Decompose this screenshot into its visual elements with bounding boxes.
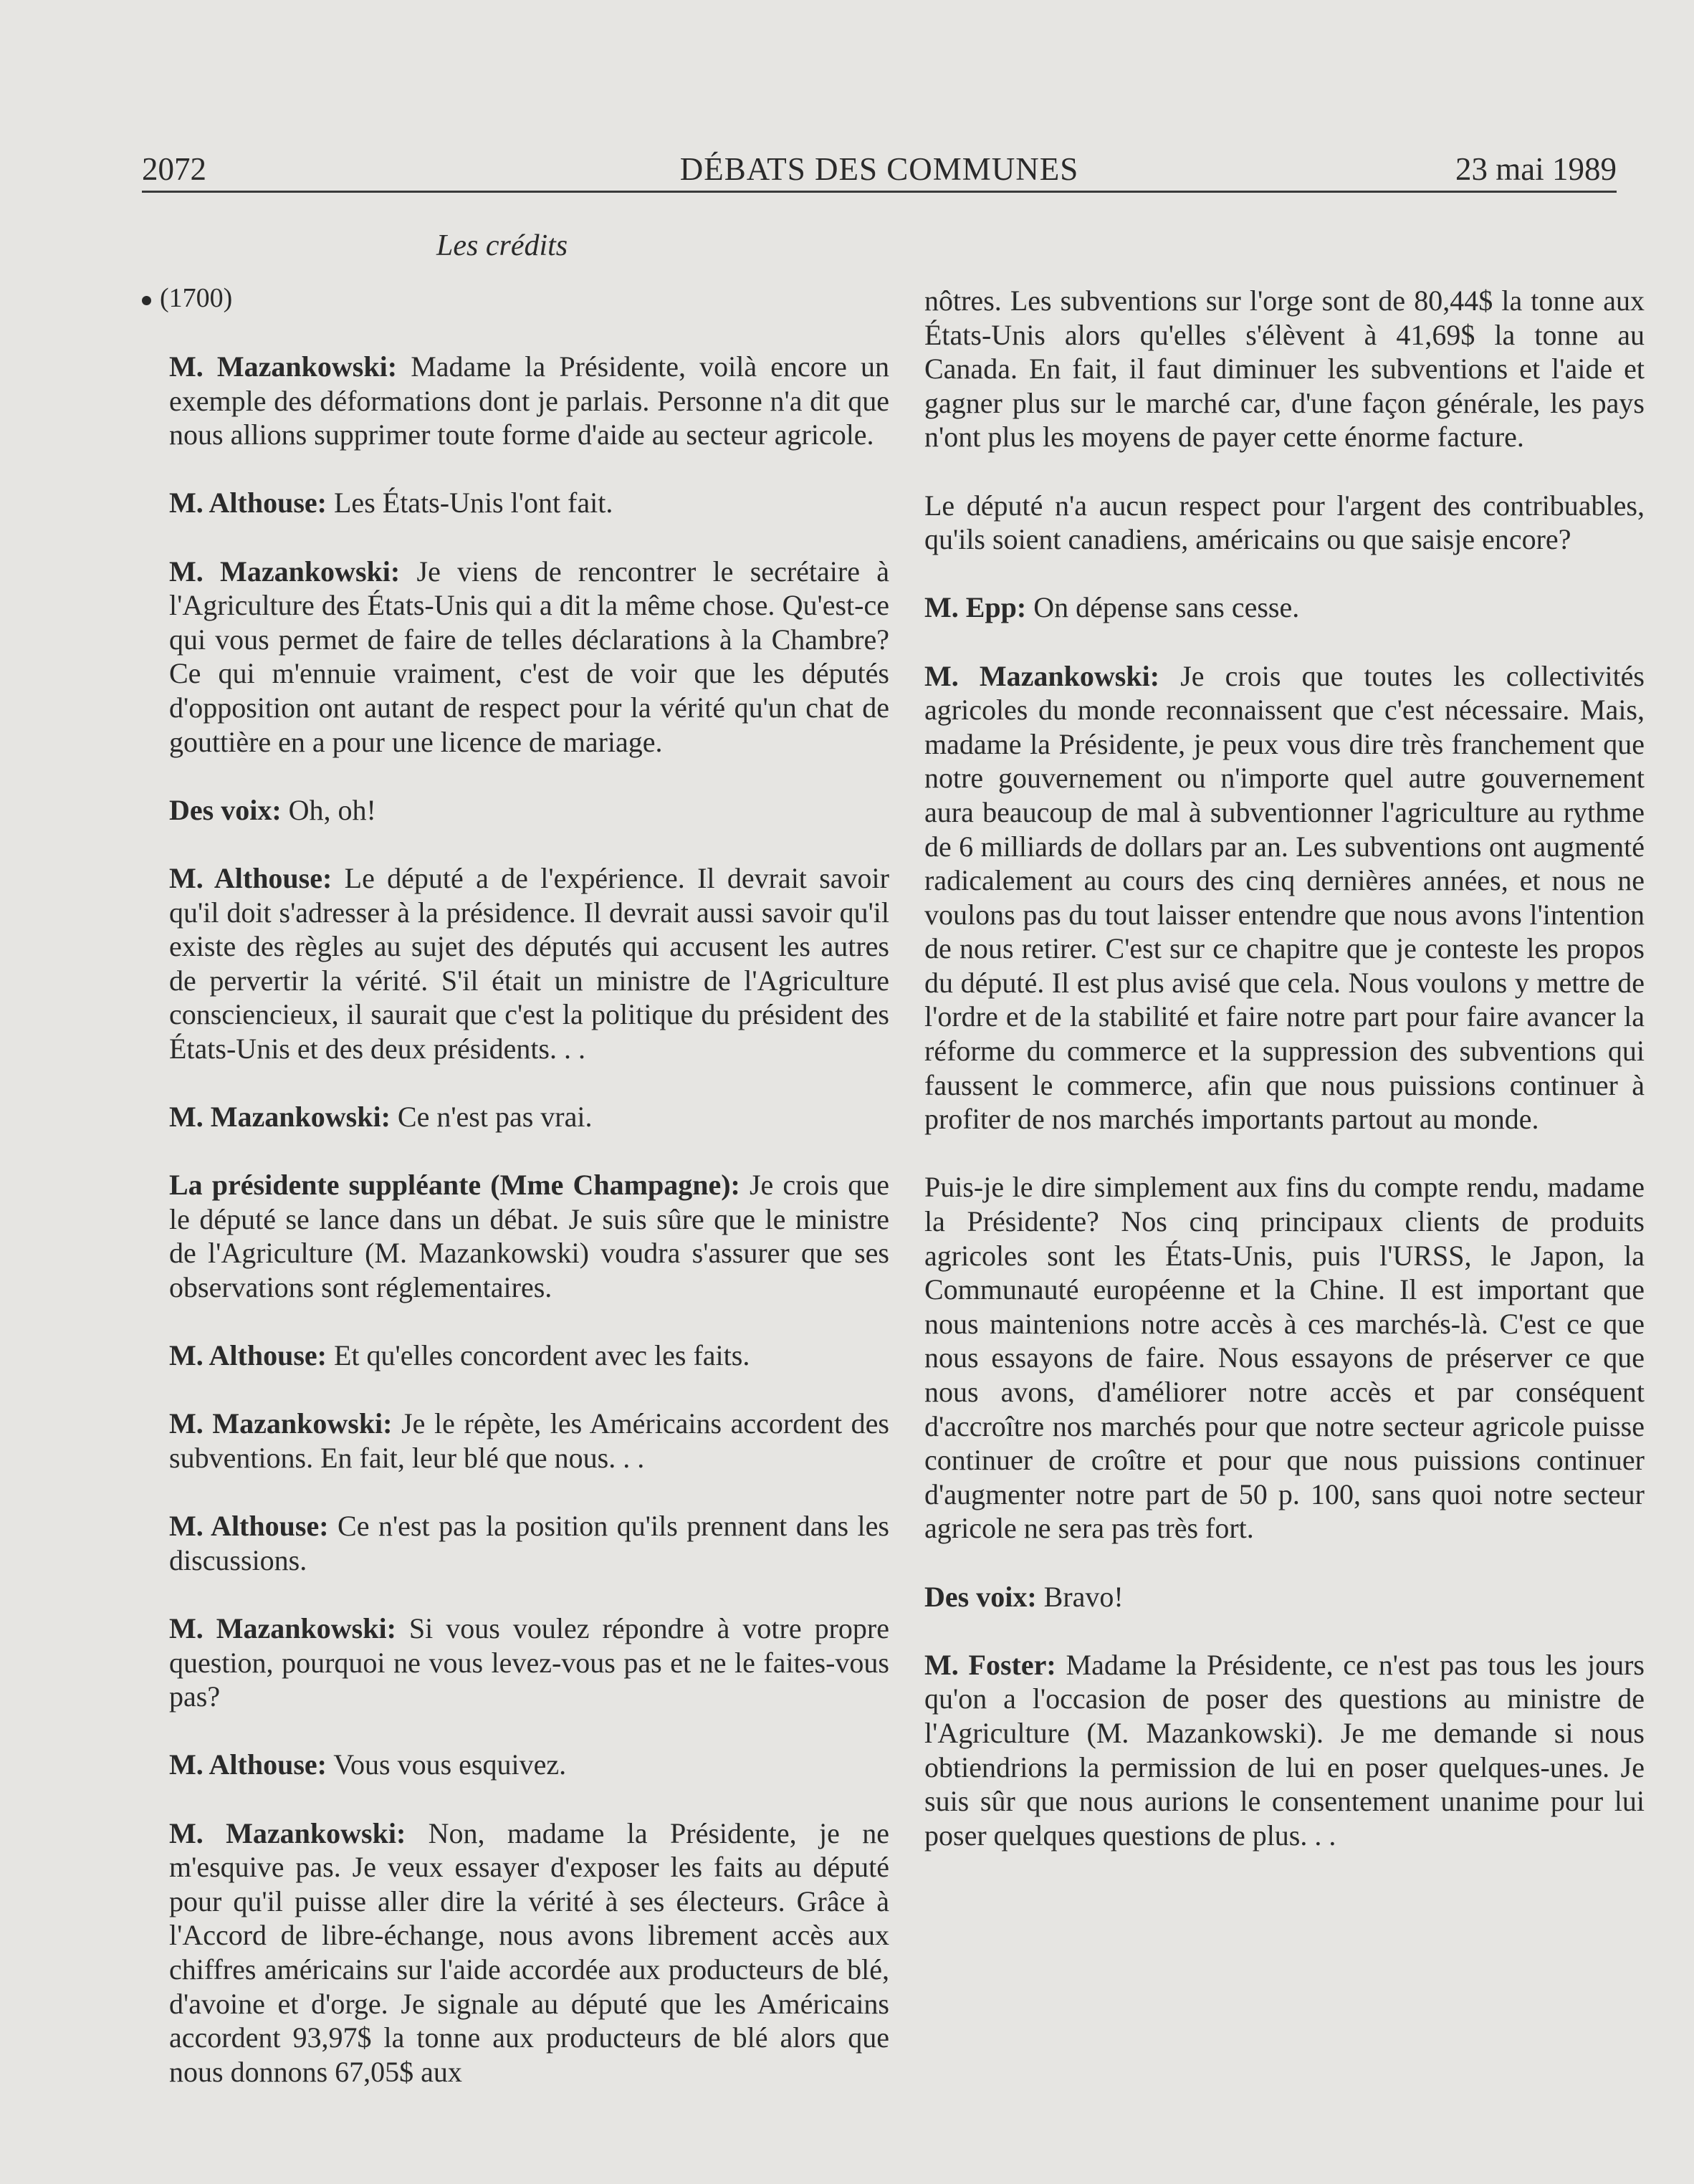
speaker-name: M. Althouse: — [169, 861, 332, 894]
paragraph-text: Oh, oh! — [281, 793, 376, 826]
paragraph — [169, 1748, 889, 1782]
publication-title: DÉBATS DES COMMUNES — [679, 151, 1079, 187]
paragraph — [169, 1168, 889, 1304]
section-title: Les crédits — [436, 229, 568, 262]
paragraph-text: Les États-Unis l'ont fait. — [327, 487, 613, 519]
speaker-name: M. Epp: — [924, 591, 1027, 624]
speaker-name: Des voix: — [169, 793, 282, 826]
paragraph-text: Ce n'est pas la position qu'ils prennent dans les discussions. — [169, 1510, 889, 1576]
right-column — [924, 284, 1645, 1887]
speaker-name: M. Mazankowski: — [169, 1101, 391, 1134]
paragraph-text: Je viens de rencontrer le secrétaire à l'Agriculture des États-Unis qui a dit la même chose. Qu'est-ce qui vous permet de faire de telles déclarations à la Chambre? Ce qui m'ennuie vraiment, c'est de voir que les députés d'opposition ont autant de respect pour la vérité qu'un chat de gouttière en a pour une licence de mariage. — [169, 555, 890, 758]
paragraph — [169, 1100, 889, 1134]
paragraph-text: Le député n'a aucun respect pour l'argent des contribuables, qu'ils soient canadiens, américains ou que saisje encore? — [924, 489, 1645, 556]
speaker-name: M. Mazankowski: — [169, 1611, 396, 1644]
paragraph — [169, 1338, 889, 1373]
paragraph-text: Madame la Présidente, ce n'est pas tous les jours qu'on a l'occasion de poser des questions au ministre de l'Agriculture (M. Mazankowski). Je me demande si nous obtiendrions la permission de lui en poser quelques-unes. Je suis sûr que nous aurions le consentement unanime pour lui poser quelques questions de plus. . . — [924, 1648, 1645, 1852]
paragraph — [169, 1816, 889, 2089]
paragraph-text: Je le répète, les Américains accordent des subventions. En fait, leur blé que nous. . . — [169, 1407, 889, 1474]
paragraph-text: Si vous voulez répondre à votre propre question, pourquoi ne vous levez-vous pas et ne le faites-vous pas? — [169, 1611, 890, 1713]
paragraph — [169, 555, 889, 760]
speaker-name: M. Mazankowski: — [924, 659, 1160, 692]
speaker-name: Des voix: — [924, 1580, 1037, 1613]
paragraph-text: Le député a de l'expérience. Il devrait savoir qu'il doit s'adresser à la présidence. Il devrait aussi savoir qu'il existe des règles au sujet des députés qui accusent les autres de pervertir la vérité. S'il était un ministre de l'Agriculture consciencieux, il saurait que c'est la politique du président des États-Unis et des deux présidents. . . — [169, 861, 889, 1065]
header-rule — [142, 191, 1617, 193]
paragraph — [924, 590, 1645, 625]
paragraph-text: Madame la Présidente, voilà encore un exemple des déformations dont je parlais. Personne n'a dit que nous allions supprimer toute forme d'aide au secteur agricole. — [169, 350, 889, 451]
paragraph-text: Puis-je le dire simplement aux fins du compte rendu, madame la Présidente? Nos cinq principaux clients de produits agricoles sont les États-Unis, puis l'URSS, le Japon, la Communauté européenne et la Chine. Il est important que nous maintenions notre accès à ces marchés-là. C'est ce que nous essayons de faire. Nous essayons de préserver ce que nous avons, d'améliorer notre accès et par conséquent d'accroître nos marchés pour que notre secteur agricole puisse continuer de croître et pour que nous puissions continuer d'augmenter notre part de 50 p. 100, sans quoi notre secteur agricole ne sera pas très fort. — [924, 1171, 1645, 1545]
speaker-name: M. Mazankowski: — [169, 1407, 393, 1440]
paragraph-text: Vous vous esquivez. — [327, 1748, 567, 1781]
speaker-name: M. Althouse: — [169, 487, 327, 519]
paragraph-text: Bravo! — [1036, 1580, 1124, 1613]
timestamp — [142, 281, 232, 315]
paragraph — [924, 489, 1645, 557]
paragraph — [169, 793, 889, 828]
paragraph — [924, 1580, 1645, 1614]
paragraph-text: Ce n'est pas vrai. — [390, 1101, 593, 1134]
paragraph — [169, 486, 889, 520]
speaker-name: M. Althouse: — [169, 1748, 327, 1781]
page-header — [142, 147, 1617, 191]
speaker-name: M. Foster: — [924, 1648, 1056, 1681]
speaker-name: M. Althouse: — [169, 1510, 329, 1543]
paragraph — [924, 284, 1645, 454]
speaker-name: M. Mazankowski: — [169, 555, 401, 588]
paragraph-text: Je crois que le député se lance dans un débat. Je suis sûre que le ministre de l'Agriculture (M. Mazankowski) voudra s'assurer que ses observations sont réglementaires. — [169, 1169, 889, 1304]
page-number: 2072 — [142, 151, 206, 187]
paragraph — [169, 1509, 889, 1577]
paragraph — [169, 1611, 889, 1714]
paragraph-text: Non, madame la Présidente, je ne m'esquive pas. Je veux essayer d'exposer les faits au député pour qu'il puisse aller dire la vérité à ses électeurs. Grâce à l'Accord de libre-échange, nous avons librement accès aux chiffres américains sur l'aide accordée aux producteurs de blé, d'avoine et d'orge. Je signale au député que les Américains accordent 93,97$ la tonne aux producteurs de blé alors que nous donnons 67,05$ aux — [169, 1816, 889, 2088]
bullet-icon — [142, 296, 151, 305]
paragraph — [169, 1407, 889, 1475]
paragraph-text: nôtres. Les subventions sur l'orge sont de 80,44$ la tonne aux États-Unis alors qu'elles s'élèvent à 41,69$ la tonne au Canada. En fait, il faut diminuer les subventions et l'aide et gagner plus sur le marché car, d'une façon générale, les pays n'ont plus les moyens de payer cette énorme facture. — [924, 284, 1645, 454]
speaker-name: M. Mazankowski: — [169, 1816, 406, 1849]
paragraph — [924, 1170, 1645, 1546]
paragraph — [169, 350, 889, 452]
paragraph-text: Et qu'elles concordent avec les faits. — [327, 1339, 750, 1372]
paragraph — [924, 659, 1645, 1136]
speaker-name: M. Mazankowski: — [169, 350, 398, 383]
timestamp-text: (1700) — [160, 283, 233, 313]
paragraph — [924, 1648, 1645, 1853]
paragraph — [169, 861, 889, 1066]
paragraph-text: Je crois que toutes les collectivités agricoles du monde reconnaissent que c'est nécessaire. Mais, madame la Présidente, je peux vous dire très franchement que notre gouvernement ou n'importe quel autre gouvernement aura beaucoup de mal à subventionner l'agriculture au rythme de 6 milliards de dollars par an. Les subventions ont augmenté radicalement au cours des cinq dernières années, et nous ne voulons pas du tout laisser entendre que nous avons l'intention de nous retirer. C'est sur ce chapitre que je conteste les propos du député. Il est plus avisé que cela. Nous voulons y mettre de l'ordre et de la stabilité et faire notre part pour faire avancer la réforme du commerce et la suppression des subventions qui faussent le commerce, afin que nous puissions continuer à profiter de nos marchés importants partout au monde. — [924, 659, 1645, 1136]
paragraph-text: On dépense sans cesse. — [1026, 591, 1300, 624]
publication-date: 23 mai 1989 — [1455, 151, 1617, 187]
left-column — [169, 350, 889, 2123]
speaker-name: La présidente suppléante (Mme Champagne): — [169, 1169, 740, 1202]
speaker-name: M. Althouse: — [169, 1339, 327, 1372]
